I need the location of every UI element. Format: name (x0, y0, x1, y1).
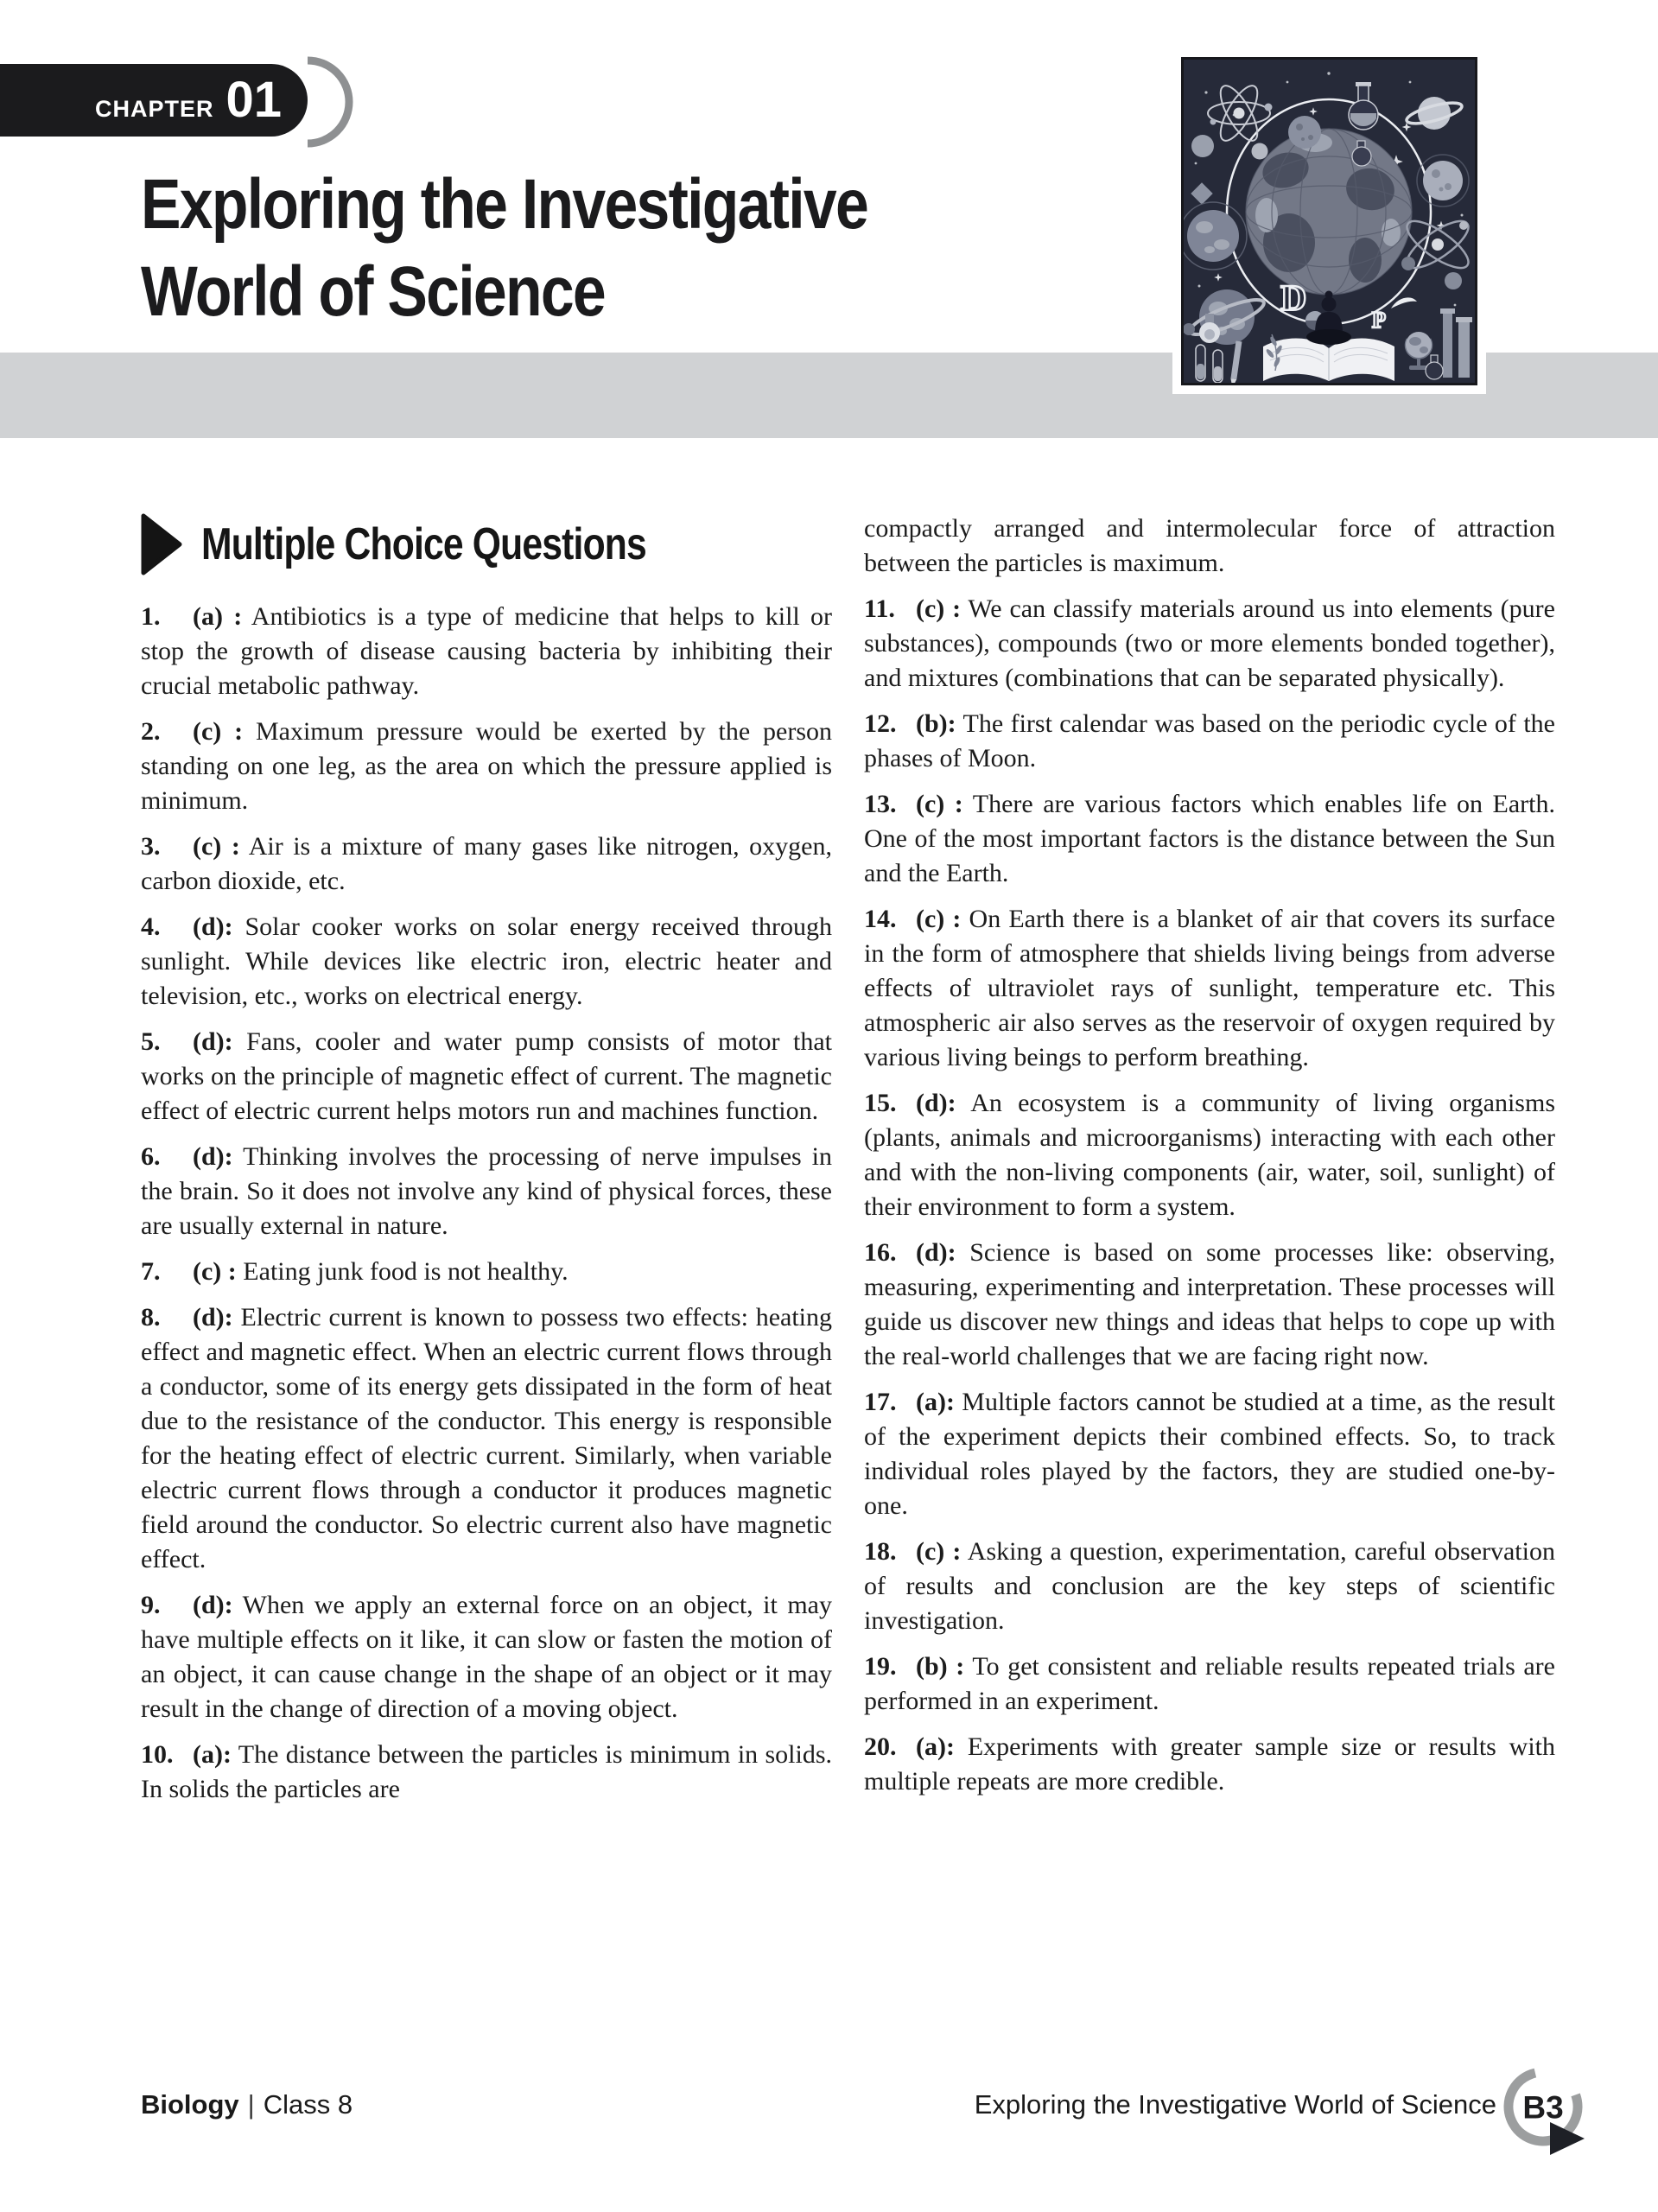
answer-option: (d): (193, 1591, 233, 1619)
answer-option: (d): (916, 1238, 956, 1267)
answer-option: (a) : (193, 602, 243, 631)
answer-item (864, 1535, 1555, 1638)
globe-letter-d: D (1280, 279, 1307, 319)
answer-text: There are various factors which enables life on Earth. One of the most important factors is the distance between the Sun and the Earth. (864, 790, 1555, 887)
answer-option: (d): (916, 1089, 956, 1117)
answers-list-right (864, 592, 1555, 1799)
answer-text: Asking a question, experimentation, careful observation of results and conclusion are the key steps of scientific investigation. (864, 1537, 1555, 1635)
answer-item (141, 1738, 832, 1807)
answer-option: (d): (193, 1142, 233, 1171)
answer-item (864, 707, 1555, 776)
answer-item (864, 1730, 1555, 1799)
section-header (141, 512, 832, 577)
answer-item (141, 910, 832, 1014)
answer-text: Solar cooker works on solar energy received through sunlight. While devices like electric iron, electric heater and television, etc., works on electrical energy. (141, 912, 832, 1010)
question-number: 2. (141, 717, 161, 746)
question-number: 14. (864, 905, 897, 933)
answer-text: On Earth there is a blanket of air that covers its surface in the form of atmosphere that shields living beings from adverse effects of ultraviolet rays of sunlight, temperature etc. This atmospheric air also serves as the reservoir of oxygen required by various living beings to perform breathing. (864, 905, 1555, 1071)
question-number: 4. (141, 912, 161, 941)
moon-icon (1288, 116, 1321, 149)
answer-text: To get consistent and reliable results repeated trials are performed in an experiment. (864, 1652, 1555, 1715)
answer-text: Fans, cooler and water pump consists of motor that works on the principle of magnetic effect of current. The magnetic effect of electric current helps motors run and machines function. (141, 1027, 832, 1125)
footer-class: Class 8 (263, 2089, 353, 2120)
answer-text: Electric current is known to possess two effects: heating effect and magnetic effect. When an electric current flows through a conductor, some of its energy gets dissipated in the form of heat due to the resistance of the conductor. This energy is responsible for the heating effect of electric current. Similarly, when variable electric current flows through a conductor it produces magnetic field around the conductor. So electric current also have magnetic effect. (141, 1303, 832, 1573)
answer-option: (d): (193, 1027, 233, 1056)
answer-text: We can classify materials around us into elements (pure substances), compounds (two or more elements bonded together), and mixtures (combinations that can be separated physically). (864, 594, 1555, 692)
answer-text: When we apply an external force on an object, it may have multiple effects on it like, it can slow or fasten the motion of an object, it can cause change in the shape of an object or it may result in the change of direction of a moving object. (141, 1591, 832, 1723)
page-title-line2: World of Science (141, 252, 605, 331)
right-column (864, 512, 1555, 1810)
chapter-illustration (1181, 57, 1477, 385)
answer-item (141, 715, 832, 818)
question-number: 3. (141, 832, 161, 861)
cratered-planet-icon (1417, 155, 1469, 207)
chapter-label: CHAPTER (94, 96, 214, 122)
question-number: 20. (864, 1732, 897, 1761)
answer-text: Experiments with greater sample size or results with multiple repeats are more credible. (864, 1732, 1556, 1796)
answer-option: (c) : (193, 717, 244, 746)
answer-item (141, 1300, 832, 1577)
globe-letter-p: P (1372, 308, 1386, 333)
footer-subject: Biology (141, 2089, 239, 2120)
chapter-badge (0, 64, 308, 137)
planet-icon (1445, 272, 1462, 289)
answer-item (141, 830, 832, 899)
question-number: 12. (864, 709, 897, 738)
answer-text: Multiple factors cannot be studied at a time, as the result of the experiment depicts their combined effects. So, to track individual roles played by the factors, they are studied one-by-one. (864, 1388, 1555, 1520)
answer-text: Science is based on some processes like: observing, measuring, experimenting and interpretation. These processes will guide us discover new things and ideas that helps to cope up with the real-world challenges that we are facing right now. (864, 1238, 1555, 1370)
question-number: 7. (141, 1257, 161, 1286)
answer-option: (d): (193, 912, 233, 941)
answer-item (864, 1649, 1555, 1719)
page-title-line1: Exploring the Investigative (141, 165, 868, 244)
answer-text: Thinking involves the processing of nerve impulses in the brain. So it does not involve any kind of physical forces, these are usually external in nature. (141, 1142, 832, 1240)
answer-item (864, 1385, 1555, 1523)
answer-item (141, 1025, 832, 1128)
answer-text: Maximum pressure would be exerted by the person standing on one leg, as the area on which the pressure applied is minimum. (141, 717, 832, 815)
chapter-number: 01 (226, 72, 282, 128)
footer-chapter-name: Exploring the Investigative World of Science (974, 2089, 1496, 2120)
chapter-illustration-frame (1172, 48, 1486, 394)
answer-option: (c) : (193, 1257, 237, 1286)
answer-item (864, 1236, 1555, 1374)
question-number: 19. (864, 1652, 897, 1681)
answer-option: (b) : (916, 1652, 965, 1681)
play-triangle-icon (141, 512, 182, 577)
question-number: 15. (864, 1089, 897, 1117)
planet-icon (1191, 135, 1214, 157)
answer-item (864, 592, 1555, 696)
answer-option: (b): (916, 709, 956, 738)
chapter-badge-arc-icon (285, 55, 363, 150)
answer-item (141, 1255, 832, 1289)
answer-option: (c) : (916, 905, 962, 933)
question-number: 10. (141, 1740, 174, 1769)
question-number: 1. (141, 602, 161, 631)
footer-separator: | (247, 2089, 255, 2120)
answer-item (864, 902, 1555, 1075)
answer-text: Eating junk food is not healthy. (243, 1257, 569, 1286)
answer-continuation: compactly arranged and intermolecular force of attraction between the particles is maximum. (864, 514, 1555, 577)
footer-book-info (141, 2089, 353, 2120)
answer-text: Antibiotics is a type of medicine that helps to kill or stop the growth of disease causing bacteria by inhibiting their crucial metabolic pathway. (141, 602, 832, 700)
question-number: 5. (141, 1027, 161, 1056)
answer-text: An ecosystem is a community of living organisms (plants, animals and microorganisms) interacting with each other and with the non-living components (air, water, soil, sunlight) of their environment to form a system. (864, 1089, 1555, 1221)
answer-option: (c) : (193, 832, 240, 861)
answer-option: (c) : (916, 790, 963, 818)
answer-item (864, 787, 1555, 891)
question-number: 13. (864, 790, 897, 818)
answer-option: (d): (193, 1303, 233, 1332)
answer-option: (c) : (916, 594, 962, 623)
answer-item (141, 1588, 832, 1726)
question-number: 16. (864, 1238, 897, 1267)
answer-text: The first calendar was based on the periodic cycle of the phases of Moon. (864, 709, 1555, 772)
question-number: 11. (864, 594, 895, 623)
answer-item (141, 600, 832, 703)
answer-option: (c) : (916, 1537, 962, 1566)
section-title: Multiple Choice Questions (201, 519, 646, 569)
answer-option: (a): (916, 1388, 955, 1416)
question-number: 6. (141, 1142, 161, 1171)
answer-option: (a): (916, 1732, 955, 1761)
question-number: 9. (141, 1591, 161, 1619)
planet-icon (1252, 143, 1268, 160)
answer-text: The distance between the particles is minimum in solids. In solids the particles are (141, 1740, 832, 1803)
left-column (141, 512, 832, 1818)
answers-list-left (141, 600, 832, 1807)
answer-option: (a): (193, 1740, 232, 1769)
question-number: 8. (141, 1303, 161, 1332)
answer-item (141, 1140, 832, 1243)
answer-text: Air is a mixture of many gases like nitrogen, oxygen, carbon dioxide, etc. (141, 832, 832, 895)
answer-item (864, 1086, 1555, 1224)
question-number: 17. (864, 1388, 897, 1416)
page-number-badge (1498, 2055, 1595, 2184)
science-illustration-image (1184, 60, 1475, 383)
page-title (141, 161, 867, 335)
page-number: B3 (1522, 2089, 1564, 2126)
question-number: 18. (864, 1537, 897, 1566)
